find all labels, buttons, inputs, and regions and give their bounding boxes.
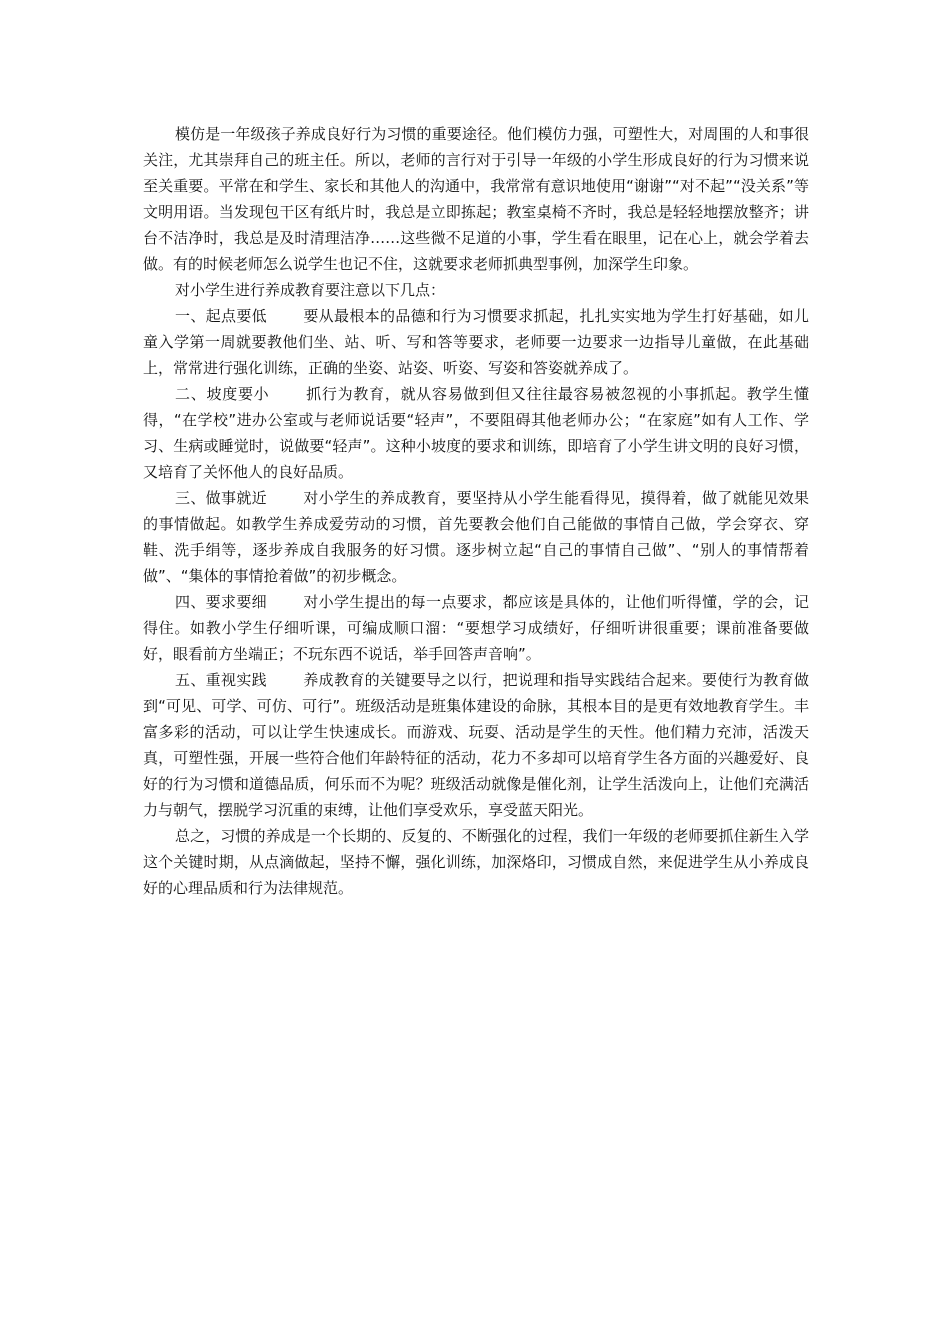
point-heading: 四、要求要细 [175, 593, 267, 611]
point-three-paragraph [143, 485, 809, 589]
document-page [143, 121, 809, 901]
paragraph-text: 对小学生进行养成教育要注意以下几点： [175, 281, 446, 299]
paragraph-text: 要从最根本的品德和行为习惯要求抓起，扎扎实实地为学生打好基础，如儿童入学第一周就要教他们坐、站、听、写和答等要求，老师要一边要求一边指导儿童做，在此基础上，常常进行强化训练，正确的坐姿、站姿、听姿、写姿和答姿就养成了。 [143, 307, 809, 377]
conclusion-paragraph [143, 823, 809, 901]
point-five-paragraph [143, 667, 809, 823]
paragraph-text: 模仿是一年级孩子养成良好行为习惯的重要途径。他们模仿力强，可塑性大，对周围的人和事很关注，尤其崇拜自己的班主任。所以，老师的言行对于引导一年级的小学生形成良好的行为习惯来说至关重要。平常在和学生、家长和其他人的沟通中，我常常有意识地使用“谢谢”“对不起”“没关系”等文明用语。当发现包干区有纸片时，我总是立即拣起；教室桌椅不齐时，我总是轻轻地摆放整齐；讲台不洁净时，我总是及时清理洁净……这些微不足道的小事，学生看在眼里，记在心上，就会学着去做。有的时候老师怎么说学生也记不住，这就要求老师抓典型事例，加深学生印象。 [143, 125, 809, 273]
intro-paragraph [143, 121, 809, 277]
paragraph-text: 养成教育的关键要导之以行，把说理和指导实践结合起来。要使行为教育做到“可见、可学、可仿、可行”。班级活动是班集体建设的命脉，其根本目的是更有效地教育学生。丰富多彩的活动，可以让学生快速成长。而游戏、玩耍、活动是学生的天性。他们精力充沛，活泼天真，可塑性强，开展一些符合他们年龄特征的活动，花力不多却可以培育学生各方面的兴趣爱好、良好的行为习惯和道德品质，何乐而不为呢？班级活动就像是催化剂，让学生活泼向上，让他们充满活力与朝气，摆脱学习沉重的束缚，让他们享受欢乐，享受蓝天阳光。 [143, 671, 809, 819]
point-heading: 三、做事就近 [175, 489, 267, 507]
paragraph-text: 对小学生的养成教育，要坚持从小学生能看得见，摸得着，做了就能见效果的事情做起。如教学生养成爱劳动的习惯，首先要教会他们自己能做的事情自己做，学会穿衣、穿鞋、洗手绢等，逐步养成自我服务的好习惯。逐步树立起“自己的事情自己做”、“别人的事情帮着做”、“集体的事情抢着做”的初步概念。 [143, 489, 809, 585]
paragraph-text: 总之，习惯的养成是一个长期的、反复的、不断强化的过程，我们一年级的老师要抓住新生入学这个关键时期，从点滴做起，坚持不懈，强化训练，加深烙印，习惯成自然，来促进学生从小养成良好的心理品质和行为法律规范。 [143, 827, 809, 897]
paragraph-text: 对小学生提出的每一点要求，都应该是具体的，让他们听得懂，学的会，记得住。如教小学生仔细听课，可编成顺口溜：“要想学习成绩好，仔细听讲很重要；课前准备要做好，眼看前方坐端正；不玩东西不说话，举手回答声音响”。 [143, 593, 809, 663]
point-heading: 二、坡度要小 [175, 385, 270, 403]
point-two-paragraph [143, 381, 809, 485]
paragraph-text: 抓行为教育，就从容易做到但又往往最容易被忽视的小事抓起。教学生懂得，“在学校”进办公室或与老师说话要“轻声”，不要阻碍其他老师办公；“在家庭”如有人工作、学习、生病或睡觉时，说做要“轻声”。这种小坡度的要求和训练，即培育了小学生讲文明的良好习惯，又培育了关怀他人的良好品质。 [143, 385, 809, 481]
point-heading: 五、重视实践 [175, 671, 267, 689]
point-one-paragraph [143, 303, 809, 381]
point-heading: 一、起点要低 [175, 307, 267, 325]
points-intro-paragraph [143, 277, 809, 303]
point-four-paragraph [143, 589, 809, 667]
